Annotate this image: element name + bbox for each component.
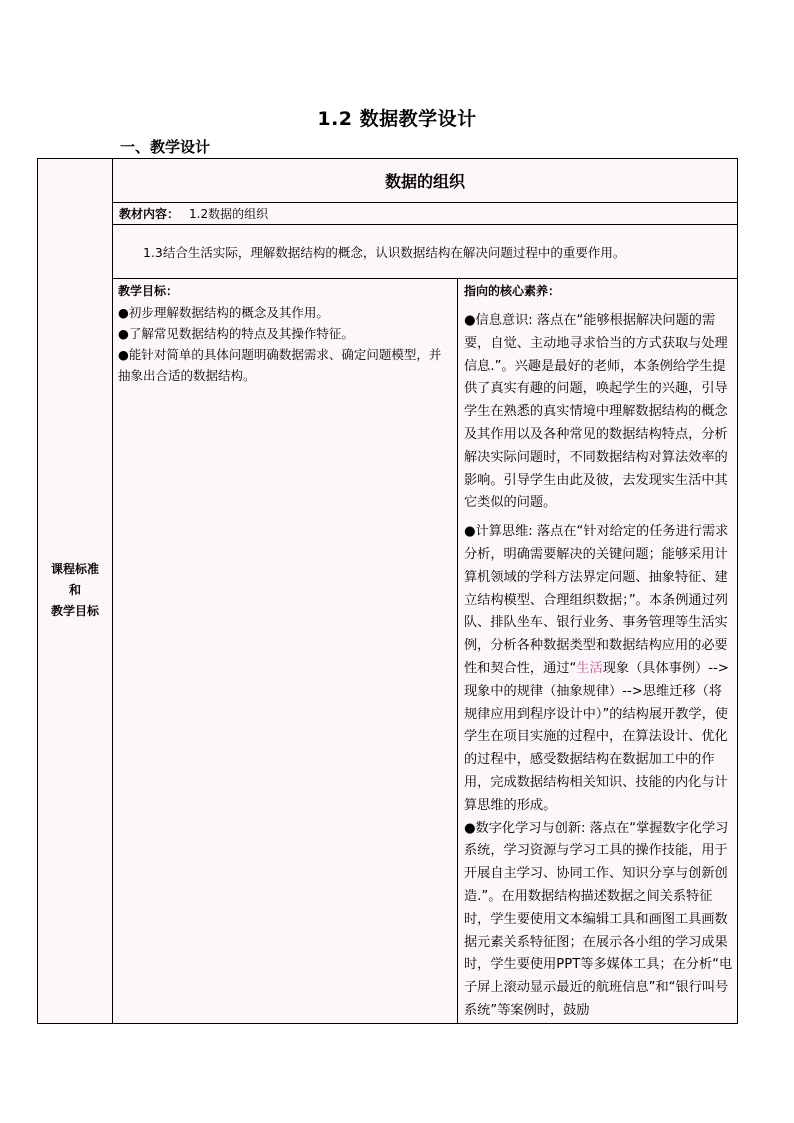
material-value: 1.2数据的组织	[189, 207, 269, 221]
material-label: 教材内容：	[119, 207, 180, 221]
ct-text-highlight: 生活	[576, 660, 603, 676]
design-table	[37, 158, 738, 1024]
goals-heading: 教学目标：	[118, 284, 179, 298]
goal-item: ●了解常见数据结构的特点及其操作特征。	[118, 326, 354, 341]
info-awareness-paragraph: ●信息意识: 落点在“能够根据解决问题的需要，自觉、主动地寻求恰当的方式获取与处理信息.”。兴趣是最好的老师，本条例给学生提供了真实有趣的问题，唤起学生的兴趣，引导学生在熟悉的真实情境中理解数据结构的概念及其作用以及各种常见的数据结构特点，分析解决实际问题时，不同数据结构对算法效率的影响。引导学生由此及彼，去发现实生活中其它类似的问题。	[464, 313, 728, 511]
unit-title: 数据的组织	[113, 159, 738, 203]
goal-item: ●能针对简单的具体问题明确数据需求、确定问题模型，并抽象出合适的数据结构。	[118, 347, 442, 383]
label-line-2: 和	[68, 583, 81, 598]
material-row	[113, 203, 738, 225]
section-heading: 一、教学设计	[120, 138, 211, 156]
label-line-1: 课程标准	[50, 562, 99, 577]
core-heading: 指向的核心素养：	[464, 284, 561, 298]
document-title: 1.2 数据教学设计	[317, 108, 477, 130]
ct-text-c: 现象（具体事例）-->现象中的规律（抽象规律）-->思维迁移（将规律应用到程序设计中）”的结构展开教学，使学生在项目实施的过程中，在算法设计、优化的过程中，感受数据结构在数据加工中的作用，完成数据结构相关知识、技能的内化与计算思维的形成。	[464, 660, 729, 813]
curriculum-standard: 1.3结合生活实际，理解数据结构的概念，认识数据结构在解决问题过程中的重要作用。	[113, 225, 738, 279]
teaching-goals-cell	[113, 279, 458, 1024]
core-literacy-cell	[458, 279, 738, 1024]
goal-item: ●初步理解数据结构的概念及其作用。	[118, 305, 329, 320]
ct-text-a: ●计算思维: 落点在“针对给定的任务进行需求分析，明确需要解决的关键问题；能够采用计算机领域的学科方法界定问题、抽象特征、建立结构模型、合理组织数据；”。本条例通过列队、排队坐车、银行业务、事务管理等生活实例，分析各种数据类型和数据结构应用的必要性和契合性，通过“	[464, 524, 729, 676]
curriculum-label-cell	[38, 159, 113, 1024]
computational-thinking-paragraph	[464, 521, 734, 817]
digital-learning-paragraph: ●数字化学习与创新: 落点在“掌握数字化学习系统，学习资源与学习工具的操作技能，用于开展自主学习、协同工作、知识分享与创新创造.”。在用数据结构描述数据之间关系特征时，学生要使用文本编辑工具和画图工具画数据元素关系特征图；在展示各小组的学习成果时，学生要使用PPT等多媒体工具；在分析“电子屏上滚动显示最近的航班信息”和“银行叫号系统”等案例时，鼓励	[464, 820, 733, 1018]
label-line-3: 教学目标	[50, 604, 99, 619]
